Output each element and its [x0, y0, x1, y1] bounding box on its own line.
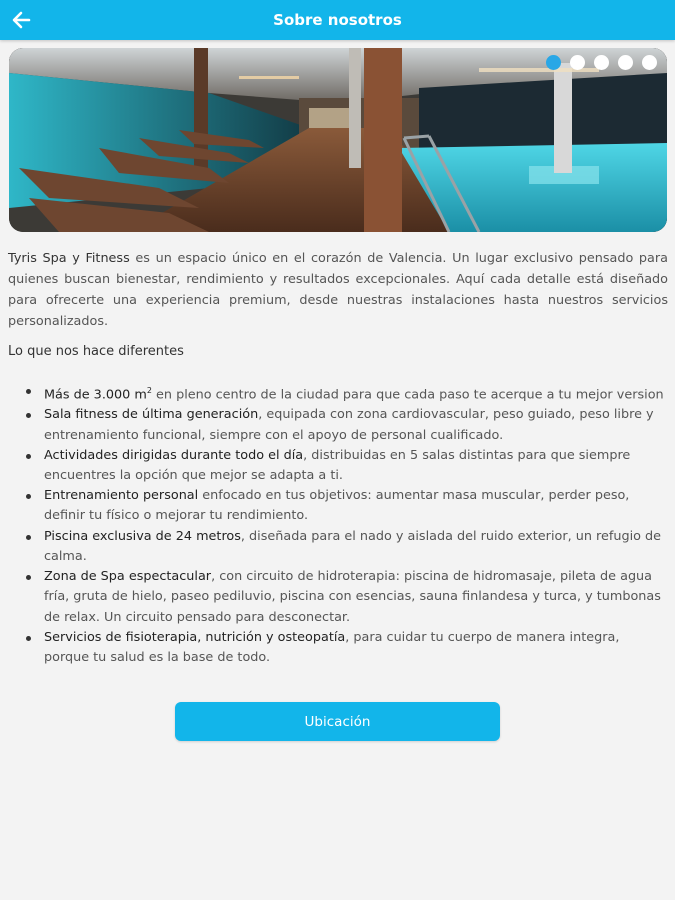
feature-title: Entrenamiento personal — [44, 488, 199, 504]
feature-item — [24, 381, 664, 405]
carousel-dot-4[interactable] — [618, 55, 633, 70]
app-header — [0, 0, 675, 40]
feature-sup: 2 — [146, 386, 152, 395]
feature-title: Más de 3.000 m — [44, 387, 147, 403]
feature-title: Piscina exclusiva de 24 metros — [44, 528, 241, 544]
carousel-dot-5[interactable] — [642, 55, 657, 70]
feature-text: , diseñada para el nado y aislada del ruido exterior, un refugio de calma. — [44, 528, 662, 564]
arrow-left-icon — [11, 10, 31, 30]
feature-text: , equipada con zona cardiovascular, peso guiado, peso libre y entrenamiento funcional, siempre con el apoyo de personal cualificado. — [44, 407, 654, 443]
feature-title: Actividades dirigidas durante todo el día — [44, 447, 304, 463]
intro-text: es un espacio único en el corazón de Valencia. Un lugar exclusivo pensado para quienes buscan bienestar, rendimiento y resultados excepcionales. Aquí cada detalle está diseñado para ofrecerte una experiencia premium, desde nuestras instalaciones hasta nuestros servicios personalizados. — [8, 251, 669, 329]
feature-title: Sala fitness de última generación — [44, 407, 259, 423]
feature-text: , para cuidar tu cuerpo de manera integra, porque tu salud es la base de todo. — [44, 629, 620, 665]
carousel-indicators — [546, 55, 657, 70]
feature-item — [24, 486, 664, 526]
feature-text: enfocado en tus objetivos: aumentar masa muscular, perder peso, definir tu físico o mejorar tu rendimiento. — [44, 488, 630, 524]
back-button[interactable] — [6, 5, 36, 35]
feature-title: Zona de Spa espectacular — [44, 569, 212, 585]
feature-item — [24, 567, 664, 628]
feature-item — [24, 405, 664, 445]
carousel-dot-2[interactable] — [570, 55, 585, 70]
feature-title: Servicios de fisioterapia, nutrición y osteopatía — [44, 629, 346, 645]
section-title: Lo que nos hace diferentes — [8, 344, 184, 359]
feature-item — [24, 628, 664, 668]
page-title: Sobre nosotros — [273, 11, 402, 29]
brand-name: Tyris Spa y Fitness — [8, 251, 130, 266]
feature-text: en pleno centro de la ciudad para que cada paso te acerque a tu mejor version — [151, 387, 664, 403]
intro-paragraph — [8, 248, 668, 332]
image-carousel[interactable] — [9, 48, 667, 232]
features-list — [24, 381, 664, 668]
feature-text: , distribuidas en 5 salas distintas para que siempre encuentres la opción que mejor se adapta a ti. — [44, 447, 631, 484]
feature-text: , con circuito de hidroterapia: piscina de hidromasaje, pileta de agua fría, gruta de hielo, paseo pediluvio, piscina con esencias, sauna finlandesa y turca, y tumbonas de relax. Un circuito pensado para desconectar. — [44, 569, 661, 625]
feature-item — [24, 527, 664, 567]
location-button[interactable]: Ubicación — [175, 702, 500, 741]
indoor-pool-photo — [9, 48, 667, 232]
feature-item — [24, 446, 664, 486]
carousel-dot-1[interactable] — [546, 55, 561, 70]
carousel-dot-3[interactable] — [594, 55, 609, 70]
